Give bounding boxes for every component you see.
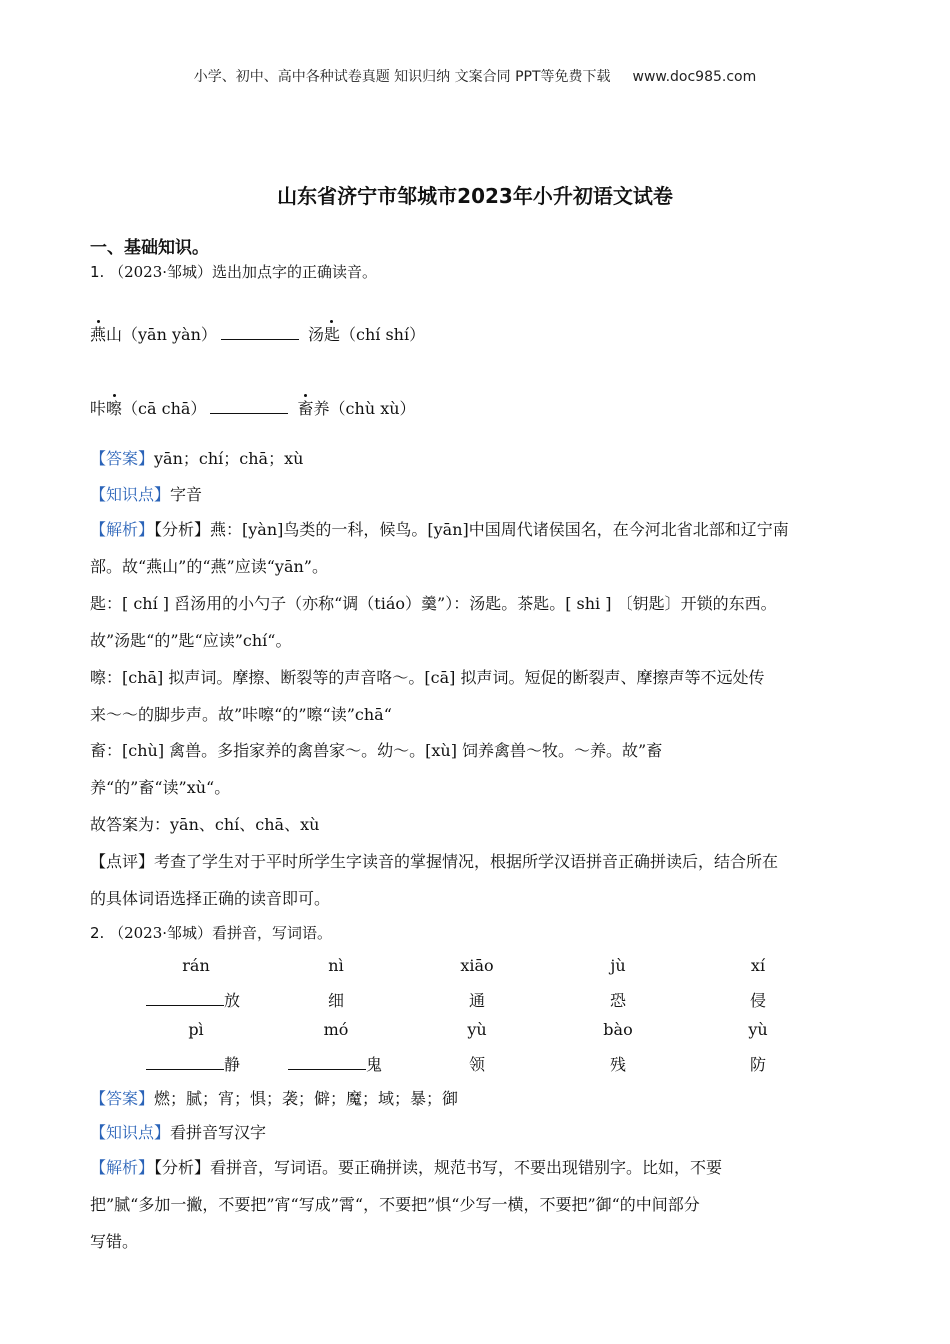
question-number: 1. <box>90 263 105 281</box>
answer-blank[interactable] <box>221 325 299 340</box>
answer-text: 燃；腻；宵；惧；袭；僻；魔；域；暴；御 <box>154 1089 459 1108</box>
dotted-char: 嚓 <box>106 399 123 418</box>
word-prefix: 咔 <box>90 399 107 418</box>
header-text: 小学、初中、高中各种试卷真题 知识归纳 文案合同 PPT等免费下载 <box>193 69 611 85</box>
q1-row-2 <box>90 396 416 419</box>
answer-blank[interactable] <box>288 1055 366 1070</box>
answer-text: yān；chí；chā；xù <box>154 449 304 468</box>
knowledge-label: 【知识点】 <box>90 485 171 504</box>
comment-line: 的具体词语选择正确的读音即可。 <box>90 889 331 908</box>
pinyin-row-1 <box>0 956 950 978</box>
analysis-text: 【分析】燕：[yàn]鸟类的一科，候鸟。[yān]中国周代诸侯国名，在今河北省北部和辽宁南 <box>154 520 789 539</box>
analysis-line: 部。故“燕山”的“燕”应读“yān”。 <box>90 557 328 576</box>
char-text: 静 <box>224 1055 241 1074</box>
answer-label: 【答案】 <box>90 449 155 468</box>
answer-blank[interactable] <box>146 1055 224 1070</box>
question-2 <box>90 922 332 943</box>
pinyin-row-2 <box>0 1020 950 1042</box>
char-cell: 通 <box>468 991 485 1010</box>
analysis-line: 来～～的脚步声。故”咔嚓“的”嚓“读”chā“ <box>90 705 392 724</box>
q1-knowledge <box>90 482 202 505</box>
word-pinyin: （cā chā） <box>122 399 207 418</box>
char-text: 鬼 <box>366 1055 383 1074</box>
dotted-char: 畜 <box>297 399 314 418</box>
question-prompt: 选出加点字的正确读音。 <box>212 263 378 281</box>
pinyin-cell: nì <box>328 956 344 975</box>
pinyin-cell: jù <box>610 956 626 975</box>
pinyin-cell: yù <box>467 1020 487 1039</box>
analysis-line: 嚓：[chā] 拟声词。摩擦、断裂等的声音咯～。[cā] 拟声词。短促的断裂声、摩擦声等不远处传 <box>90 668 765 687</box>
analysis-line: 畜：[chù] 禽兽。多指家养的禽兽家～。幼～。[xù] 饲养禽兽～牧。～养。故”畜 <box>90 741 663 760</box>
q1-answer <box>90 446 303 469</box>
answer-blank[interactable] <box>210 399 288 414</box>
pinyin-cell: xiāo <box>460 956 494 975</box>
question-number: 2. <box>90 924 105 942</box>
analysis-line: 养“的”畜“读”xù“。 <box>90 778 231 797</box>
q1-comment <box>90 849 778 872</box>
knowledge-text: 看拼音写汉字 <box>170 1123 267 1142</box>
page-title: 山东省济宁市邹城市2023年小升初语文试卷 <box>277 184 673 208</box>
dotted-char: 燕 <box>90 325 107 344</box>
char-cell: 残 <box>609 1055 626 1074</box>
char-cell: 细 <box>327 991 344 1010</box>
pinyin-cell: bào <box>603 1020 633 1039</box>
comment-label: 【点评】 <box>90 852 155 871</box>
char-cell <box>146 1052 276 1075</box>
question-prompt: 看拼音，写词语。 <box>212 924 333 942</box>
word-pinyin: 山（yān yàn） <box>106 325 217 344</box>
pinyin-cell: pì <box>188 1020 204 1039</box>
analysis-label: 【解析】 <box>90 1158 155 1177</box>
pinyin-cell: rán <box>182 956 210 975</box>
knowledge-label: 【知识点】 <box>90 1123 171 1142</box>
question-1 <box>90 261 377 282</box>
word-pinyin: （chí shí） <box>340 325 426 344</box>
analysis-line <box>90 1155 722 1178</box>
question-source: （2023·邹城） <box>109 924 213 942</box>
char-cell <box>146 988 276 1011</box>
answer-blank[interactable] <box>146 991 224 1006</box>
analysis-line: 故答案为：yān、chí、chā、xù <box>90 815 320 834</box>
analysis-line: 匙：[ chí ] 舀汤用的小勺子（亦称“调（tiáo）羹”）：汤匙。茶匙。[ shi ] 〔钥匙〕开锁的东西。 <box>90 594 777 613</box>
char-cell: 侵 <box>749 991 766 1010</box>
knowledge-text: 字音 <box>170 485 203 504</box>
pinyin-cell: yù <box>748 1020 768 1039</box>
q2-knowledge <box>90 1120 266 1143</box>
q1-row-1 <box>90 322 425 345</box>
section-heading: 一、基础知识。 <box>90 238 209 258</box>
comment-text: 考查了学生对于平时所学生字读音的掌握情况，根据所学汉语拼音正确拼读后，结合所在 <box>154 852 779 871</box>
char-cell: 领 <box>468 1055 485 1074</box>
page-header <box>0 66 950 86</box>
dotted-char: 匙 <box>323 325 340 344</box>
analysis-text: 【分析】看拼音，写词语。要正确拼读，规范书写，不要出现错别字。比如，不要 <box>154 1158 723 1177</box>
question-source: （2023·邹城） <box>109 263 213 281</box>
pinyin-cell: mó <box>323 1020 349 1039</box>
q2-answer <box>90 1086 458 1109</box>
analysis-label: 【解析】 <box>90 520 155 539</box>
word-pinyin: 养（chù xù） <box>313 399 416 418</box>
pinyin-cell: xí <box>750 956 766 975</box>
analysis-line: 把”腻“多加一撇，不要把”宵“写成”霄“，不要把”惧“少写一横，不要把”御“的中间部分 <box>90 1195 700 1214</box>
char-text: 放 <box>224 991 241 1010</box>
header-url[interactable]: www.doc985.com <box>632 69 757 85</box>
analysis-line: 故”汤匙“的”匙“应读”chí“。 <box>90 631 292 650</box>
char-cell: 恐 <box>609 991 626 1010</box>
analysis-line <box>90 517 789 540</box>
analysis-line: 写错。 <box>90 1232 139 1251</box>
chars-row-2 <box>0 1052 950 1074</box>
answer-label: 【答案】 <box>90 1089 155 1108</box>
char-cell <box>288 1052 418 1075</box>
chars-row-1 <box>0 988 950 1010</box>
char-cell: 防 <box>749 1055 766 1074</box>
word-prefix: 汤 <box>307 325 324 344</box>
